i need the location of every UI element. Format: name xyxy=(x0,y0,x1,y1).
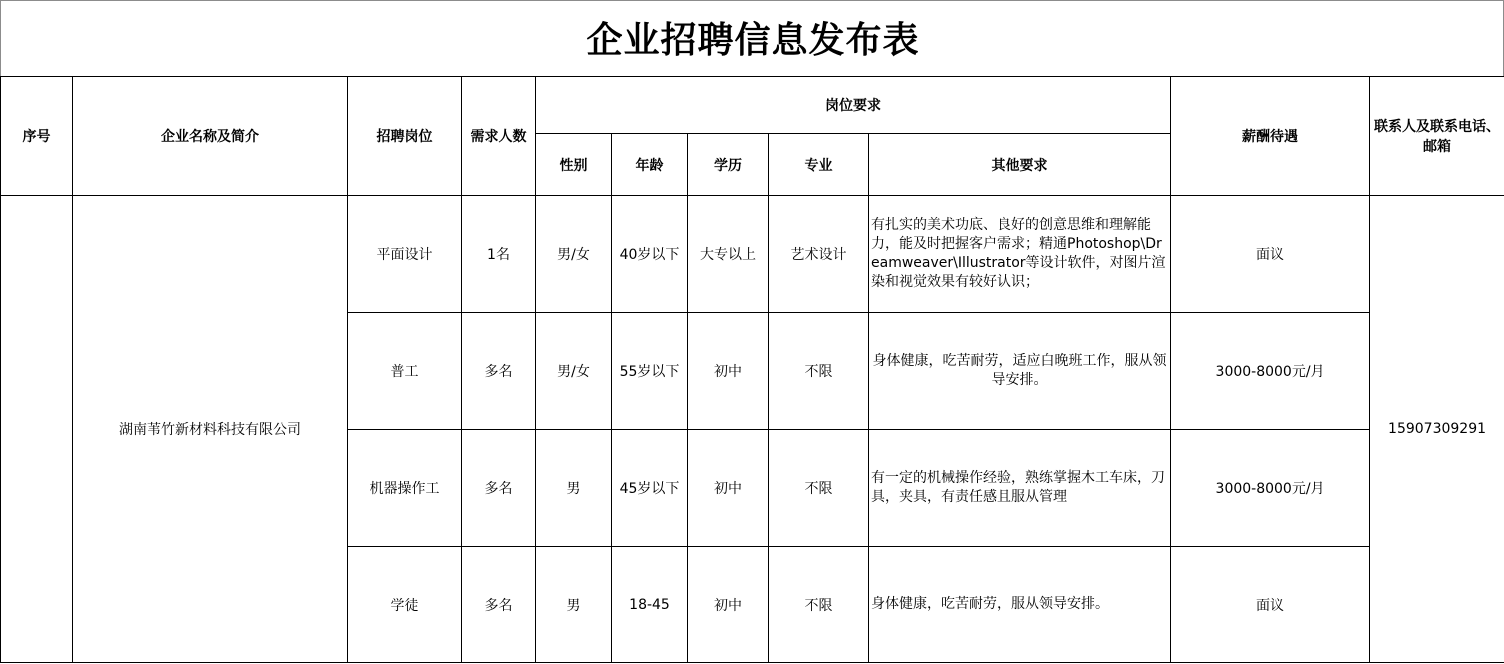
gender-cell: 男/女 xyxy=(536,313,612,430)
position-cell: 学徒 xyxy=(348,547,462,663)
header-education: 学历 xyxy=(688,134,769,196)
header-contact: 联系人及联系电话、邮箱 xyxy=(1370,77,1504,196)
position-cell: 机器操作工 xyxy=(348,430,462,547)
salary-cell: 面议 xyxy=(1171,196,1370,313)
count-cell: 多名 xyxy=(462,430,536,547)
seq-cell xyxy=(1,196,73,663)
major-cell: 不限 xyxy=(769,547,869,663)
age-cell: 45岁以下 xyxy=(612,430,688,547)
other-requirements-cell: 有一定的机械操作经验，熟练掌握木工车床，刀具，夹具，有责任感且服从管理 xyxy=(869,430,1171,547)
contact-cell: 15907309291 xyxy=(1370,196,1504,663)
header-seq: 序号 xyxy=(1,77,73,196)
age-cell: 40岁以下 xyxy=(612,196,688,313)
other-requirements-cell: 身体健康，吃苦耐劳，服从领导安排。 xyxy=(869,547,1171,663)
header-company: 企业名称及简介 xyxy=(73,77,348,196)
age-cell: 18-45 xyxy=(612,547,688,663)
other-requirements-cell: 有扎实的美术功底、良好的创意思维和理解能力，能及时把握客户需求；精通Photoshop\Dreamweaver\Illustrator等设计软件，对图片渲染和视觉效果有较好认识； xyxy=(869,196,1171,313)
education-cell: 大专以上 xyxy=(688,196,769,313)
position-cell: 普工 xyxy=(348,313,462,430)
title-bar xyxy=(0,0,1504,76)
count-cell: 多名 xyxy=(462,547,536,663)
header-position: 招聘岗位 xyxy=(348,77,462,196)
table-row xyxy=(1,196,1504,313)
recruitment-table xyxy=(0,76,1504,663)
other-requirements-cell: 身体健康，吃苦耐劳，适应白晚班工作，服从领导安排。 xyxy=(869,313,1171,430)
education-cell: 初中 xyxy=(688,547,769,663)
page-title: 企业招聘信息发布表 xyxy=(586,19,920,61)
header-salary: 薪酬待遇 xyxy=(1171,77,1370,196)
gender-cell: 男 xyxy=(536,430,612,547)
header-gender: 性别 xyxy=(536,134,612,196)
gender-cell: 男 xyxy=(536,547,612,663)
salary-cell: 3000-8000元/月 xyxy=(1171,313,1370,430)
salary-cell: 3000-8000元/月 xyxy=(1171,430,1370,547)
age-cell: 55岁以下 xyxy=(612,313,688,430)
count-cell: 多名 xyxy=(462,313,536,430)
gender-cell: 男/女 xyxy=(536,196,612,313)
major-cell: 艺术设计 xyxy=(769,196,869,313)
major-cell: 不限 xyxy=(769,430,869,547)
header-major: 专业 xyxy=(769,134,869,196)
position-cell: 平面设计 xyxy=(348,196,462,313)
company-name-cell: 湖南苇竹新材料科技有限公司 xyxy=(73,196,348,663)
salary-cell: 面议 xyxy=(1171,547,1370,663)
header-age: 年龄 xyxy=(612,134,688,196)
header-requirements: 岗位要求 xyxy=(536,77,1171,134)
education-cell: 初中 xyxy=(688,430,769,547)
major-cell: 不限 xyxy=(769,313,869,430)
header-other: 其他要求 xyxy=(869,134,1171,196)
header-count: 需求人数 xyxy=(462,77,536,196)
education-cell: 初中 xyxy=(688,313,769,430)
count-cell: 1名 xyxy=(462,196,536,313)
